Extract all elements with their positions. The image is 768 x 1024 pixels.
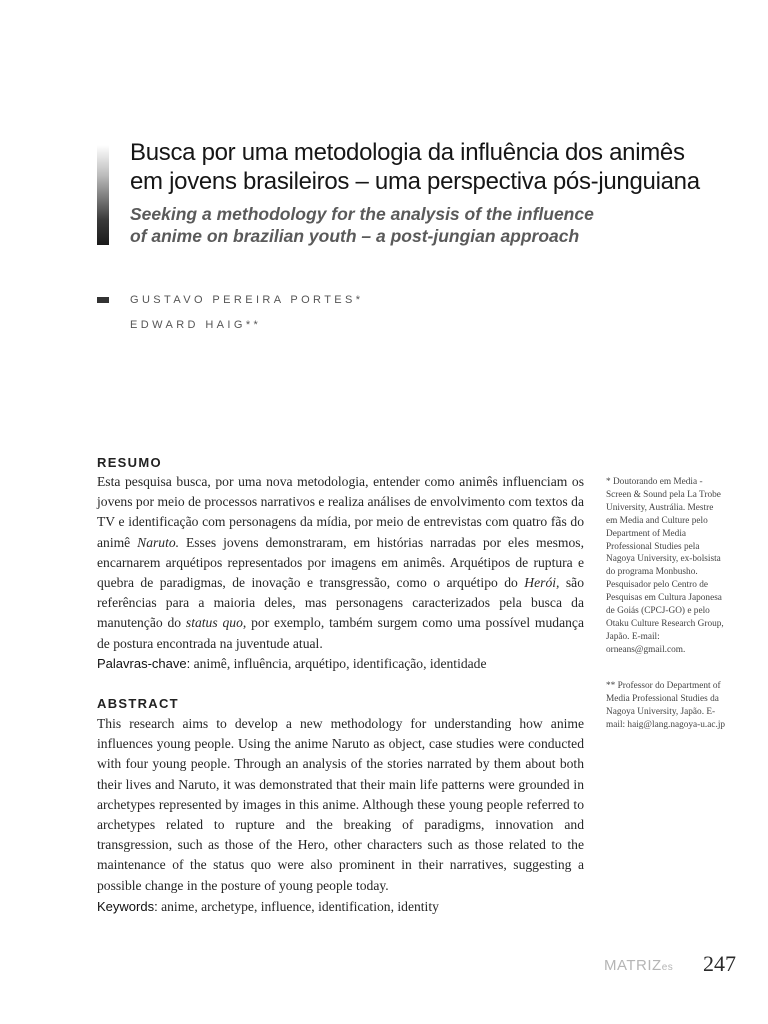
resumo-text-3: são referências para a maioria deles, mas personagens caracterizados pela busca da manutenção do [97,575,584,631]
article-title-en [130,203,730,247]
page-number: 247 [703,951,736,976]
palavras-chave-label: Palavras-chave: [97,656,191,671]
resumo-naruto: Naruto. [137,534,180,550]
keywords [97,897,584,917]
title-pt-line-2: em jovens brasileiros – uma perspectiva pós-junguiana [130,168,700,195]
palavras-chave-list: animê, influência, arquétipo, identificação, identidade [190,656,487,671]
author-marker [97,297,109,303]
resumo-heading: RESUMO [97,455,162,470]
title-en-line-1: Seeking a methodology for the analysis of the influence [130,204,594,224]
journal-logo [604,957,673,974]
keywords-list: anime, archetype, influence, identification, identity [157,899,439,914]
resumo-text-2: Esses jovens demonstraram, em histórias narradas por eles mesmos, encarnarem arquétipos representados por imagens em animês. Arquétipos de ruptura e quebra de paradigmas, de inovação e transgressão, como o arquétipo do [97,534,584,591]
title-en-line-2: of anime on brazilian youth – a post-jungian approach [130,226,580,246]
resumo-text-4: , por exemplo, também surgem como uma possível mudança de postura encontrada na juventude atual. [97,615,584,651]
author-1: GUSTAVO PEREIRA PORTES* [130,294,364,306]
palavras-chave [97,654,584,674]
resumo-heroi: Herói, [524,575,560,591]
title-accent-bar [97,145,109,245]
journal-logo-suffix: es [661,962,674,973]
article-title-pt [130,138,730,196]
resumo-text-1: Esta pesquisa busca, por uma nova metodologia, entender como animês influenciam os jovens por meio de processos narrativos e realiza análises de envolvimento com textos da TV e identificação com personagens da mídia, por meio de entrevistas com quatro fãs do animê [97,474,584,550]
abstract-heading: ABSTRACT [97,696,179,711]
resumo-body [97,472,584,654]
abstract-body: This research aims to develop a new methodology for understanding how anime influences young people. Using the anime Naruto as object, case studies were conducted with four young people. Through an analysis of the stories narrated by them about both their lives and Naruto, it was demonstrated that their main life patterns were grounded in archetypes represented by images in this anime. Although these young people referred to archetypes related to rupture and the breaking of paradigms, innovation and transgression, such as those of the Hero, other characters such as those related to the maintenance of the status quo were also prominent in their narratives, suggesting a possible change in the posture of young people today. [97,716,584,893]
footnote-author-1: * Doutorando em Media - Screen & Sound pela La Trobe University, Austrália. Mestre em Media and Culture pelo Department of Media Professional Studies pela Nagoya University, ex-bolsista do programa Monbusho. Pesquisador pelo Centro de Pesquisas em Cultura Japonesa de Goiás (CPCJ-GO) e pelo Otaku Culture Research Group, Japão. E-mail: orneans@gmail.com. [606,477,724,655]
footnote-author-2: ** Professor do Department of Media Professional Studies da Nagoya University, Japão. E-mail: haig@lang.nagoya-u.ac.jp [606,681,726,730]
title-pt-line-1: Busca por uma metodologia da influência dos animês [130,139,685,166]
author-2: EDWARD HAIG** [130,319,262,331]
resumo-status-quo: status quo [185,615,243,631]
journal-logo-main: MATRIZ [604,957,662,974]
keywords-label: Keywords: [97,899,158,914]
